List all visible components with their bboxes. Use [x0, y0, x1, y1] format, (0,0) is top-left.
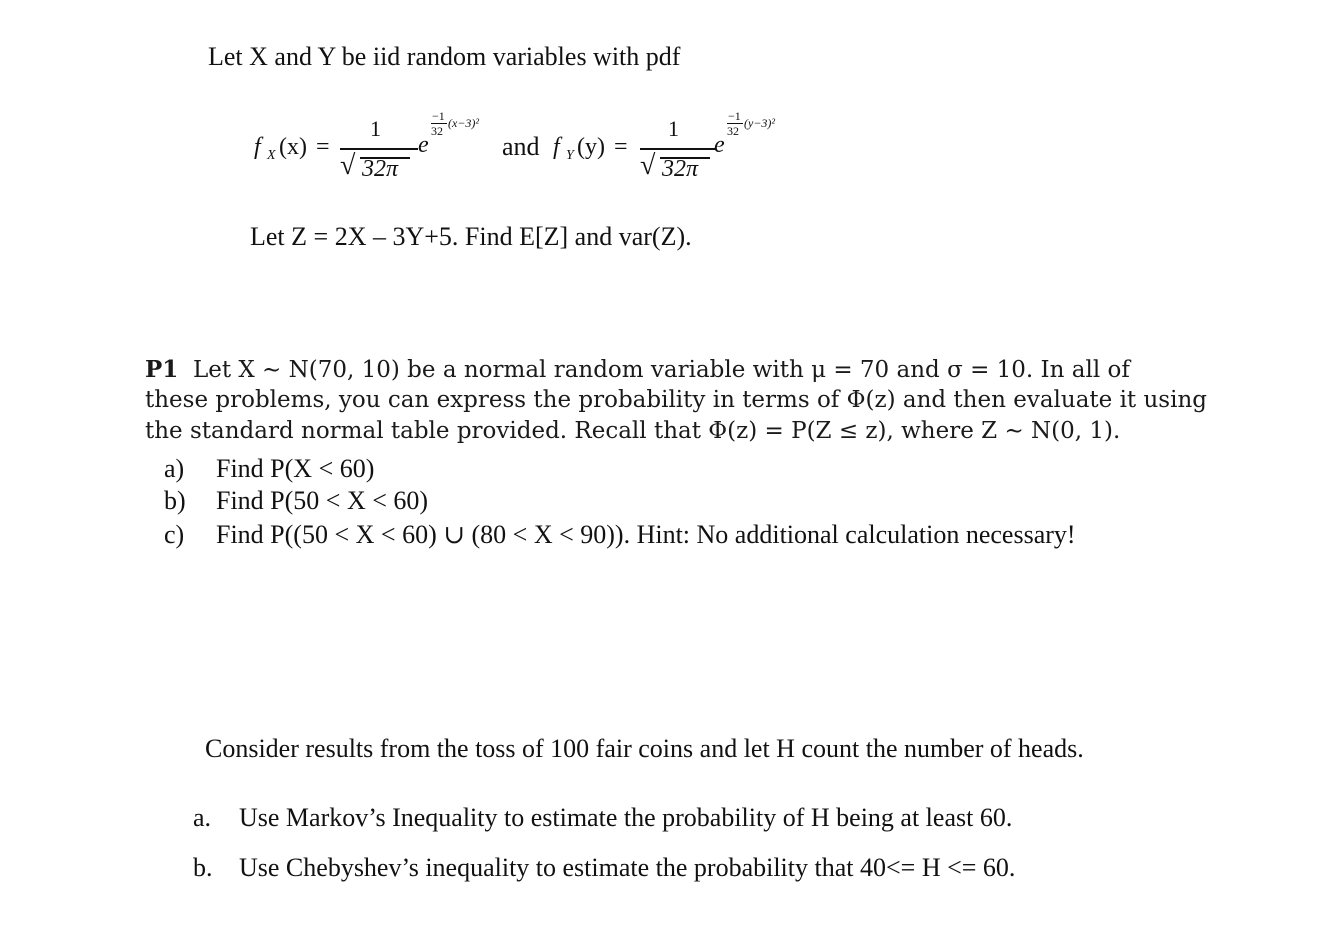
pdf-y-exp-den: 32: [727, 124, 739, 138]
pdf-y-sqrt-sign: √: [640, 150, 656, 181]
pdf-x-sub: X: [267, 148, 276, 163]
pdf-x-numerator: 1: [370, 116, 381, 141]
pdf-y-radicand: 32π: [662, 156, 699, 182]
pdf-x-eq: =: [316, 134, 330, 160]
problem2-line1: [145, 356, 1130, 383]
problem2-line3: the standard normal table provided. Recall that Φ(z) = P(Z ≤ z), where Z ∼ N(0, 1).: [145, 418, 1121, 444]
problem2-item-c: [164, 520, 1076, 550]
problem2-line1-text: Let X ∼ N(70, 10) be a normal random variable with μ = 70 and σ = 10. In all of: [192, 357, 1130, 383]
problem3-item-b: [193, 853, 1015, 883]
pdf-y-sub: Y: [566, 148, 574, 163]
problem3-item-b-label: b.: [193, 853, 213, 882]
pdf-x-arg: (x): [279, 134, 307, 160]
problem3-intro: Consider results from the toss of 100 fair coins and let H count the number of heads.: [205, 734, 1084, 763]
pdf-y-f: f: [553, 134, 560, 160]
problem2-item-b-text: Find P(50 < X < 60): [216, 486, 429, 515]
problem2-item-b: [164, 486, 428, 516]
pdf-y-eq: =: [614, 134, 628, 160]
problem1-question: Let Z = 2X – 3Y+5. Find E[Z] and var(Z).: [250, 222, 692, 251]
problem2-item-a-label: a): [164, 454, 185, 483]
problem2-item-a-text: Find P(X < 60): [216, 454, 375, 483]
problem2-item-a: [164, 454, 374, 484]
pdf-x-exp-base: e: [418, 132, 429, 158]
pdf-x-sqrt-sign: √: [340, 150, 356, 181]
pdf-x-f: f: [254, 134, 261, 160]
problem3-item-a: [193, 803, 1012, 833]
pdf-connector: and: [502, 132, 540, 161]
pdf-y-exp-base: e: [714, 132, 725, 158]
problem3-item-a-label: a.: [193, 803, 212, 832]
pdf-x-radicand: 32π: [362, 156, 399, 182]
pdf-y-exp-tail: (y−3)²: [744, 116, 776, 130]
problem1-intro: Let X and Y be iid random variables with pdf: [208, 42, 681, 71]
pdf-x-exp-tail: (x−3)²: [448, 116, 480, 130]
problem2-item-c-label: c): [164, 520, 185, 549]
pdf-x-exp-den: 32: [431, 124, 443, 138]
pdf-x-exp-num: −1: [432, 109, 445, 123]
pdf-y-exp-num: −1: [728, 109, 741, 123]
problem2-line2: these problems, you can express the probability in terms of Φ(z) and then evaluate it using: [145, 387, 1207, 413]
problem2-item-b-label: b): [164, 486, 186, 515]
problem2-item-c-text: Find P((50 < X < 60) ∪ (80 < X < 90)). Hint: No additional calculation necessary!: [216, 520, 1076, 549]
problem2-label: P1: [145, 356, 179, 383]
problem3-item-a-text: Use Markov’s Inequality to estimate the probability of H being at least 60.: [239, 803, 1013, 832]
problem3-item-b-text: Use Chebyshev’s inequality to estimate the probability that 40<= H <= 60.: [239, 853, 1016, 882]
pdf-y-numerator: 1: [668, 116, 679, 141]
pdf-y-arg: (y): [577, 134, 605, 160]
